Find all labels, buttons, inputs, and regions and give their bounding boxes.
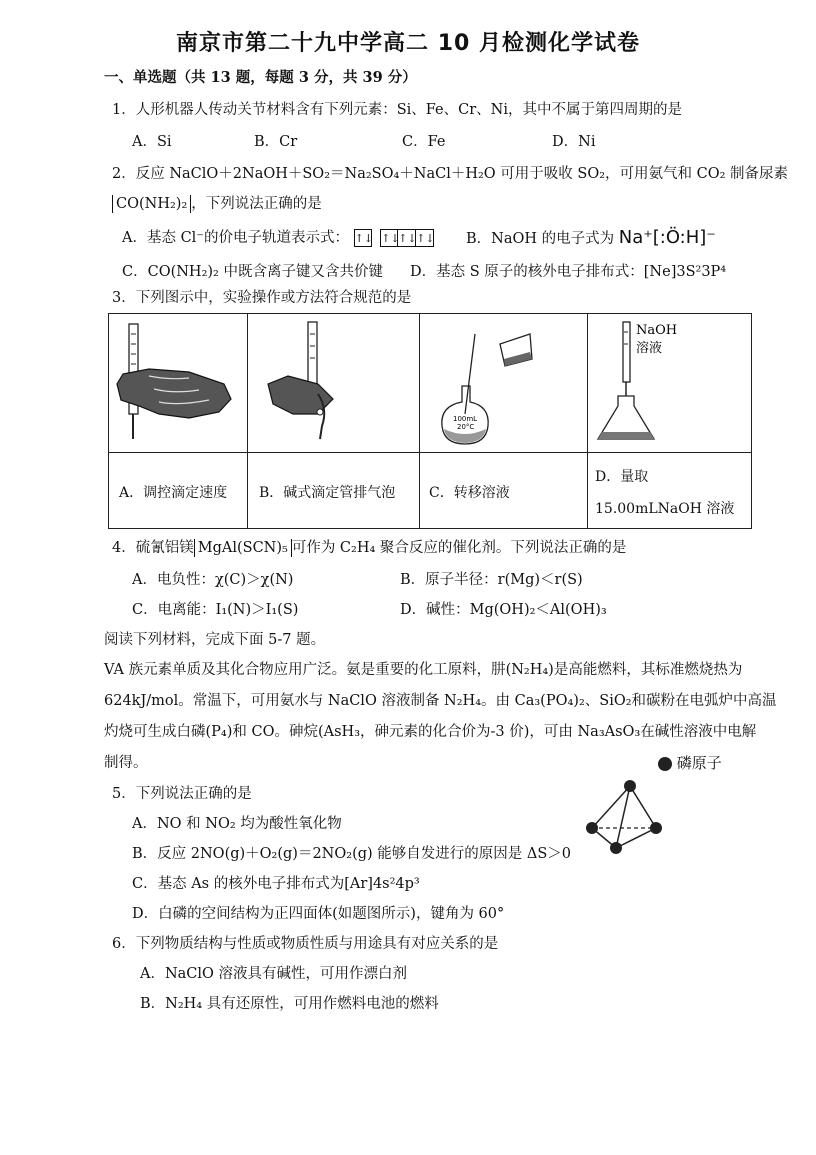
reading-line-3: 灼烧可生成白磷(P₄)和 CO。砷烷(AsH₃，砷元素的化合价为-3 价)，可由 Na₃AsO₃在碱性溶液中电解 <box>104 724 757 740</box>
q1-option-b: B．Cr <box>254 134 298 150</box>
page-title: 南京市第二十九中学高二 10 月检测化学试卷 <box>176 31 640 56</box>
catalyst-formula: MgAl(SCN)₅ <box>194 539 292 557</box>
orbital-3p-1: ↑↓ <box>380 229 398 247</box>
q2-option-c: C．CO(NH₂)₂ 中既含离子键又含共价键 <box>122 264 383 280</box>
urea-formula: CO(NH₂)₂ <box>112 195 191 213</box>
question-4-stem <box>112 538 626 558</box>
transfer-solution-illustration <box>420 314 587 452</box>
phosphorus-atom-icon <box>658 757 672 771</box>
reading-line-4: 制得。 <box>104 755 148 771</box>
burette-bubble-illustration <box>248 314 418 452</box>
question-2-stem-line2 <box>112 194 322 214</box>
q4-option-c: C．电离能：I₁(N)＞I₁(S) <box>132 602 299 618</box>
reading-line-2: 624kJ/mol。常温下，可用氨水与 NaClO 溶液制备 N₂H₄。由 Ca₃(PO₄)₂、SiO₂和碳粉在电弧炉中高温 <box>104 693 777 709</box>
q2-option-a <box>122 228 438 248</box>
q2-option-a-text: A．基态 Cl⁻的价电子轨道表示式： <box>122 230 349 246</box>
q3-option-c: C．转移溶液 <box>429 485 510 501</box>
question-2-stem: 2．反应 NaClO＋2NaOH＋SO₂＝Na₂SO₄＋NaCl＋H₂O 可用于吸收 SO₂，可用氨气和 CO₂ 制备尿素 <box>112 166 789 182</box>
q5-option-c: C．基态 As 的核外电子排布式为[Ar]4s²4p³ <box>132 876 420 892</box>
q6-option-b: B．N₂H₄ 具有还原性，可用作燃料电池的燃料 <box>140 996 439 1012</box>
question-6-stem: 6．下列物质结构与性质或物质性质与用途具有对应关系的是 <box>112 936 499 952</box>
orbital-3p-box <box>380 228 434 248</box>
q4-option-b: B．原子半径：r(Mg)＜r(S) <box>400 572 583 588</box>
q6-option-a: A．NaClO 溶液具有碱性，可用作漂白剂 <box>140 966 408 982</box>
section-heading: 一、单选题（共 13 题，每题 3 分，共 39 分） <box>104 69 417 86</box>
flask-volume-label: 100mL <box>453 415 478 423</box>
orbital-3p-3: ↑↓ <box>416 229 434 247</box>
orbital-3s: ↑↓ <box>354 229 372 247</box>
experiment-figure-table <box>108 313 752 529</box>
q2-option-d: D．基态 S 原子的核外电子排布式：[Ne]3S²3P⁴ <box>410 264 727 280</box>
q4-option-d: D．碱性：Mg(OH)₂＜Al(OH)₃ <box>400 602 607 618</box>
phosphorus-legend-label: 磷原子 <box>676 754 722 772</box>
titration-speed-illustration <box>109 314 247 452</box>
solution-label: 溶液 <box>636 341 663 356</box>
question-1-stem: 1．人形机器人传动关节材料含有下列元素：Si、Fe、Cr、Ni，其中不属于第四周期的是 <box>112 102 682 118</box>
reading-intro: 阅读下列材料，完成下面 5-7 题。 <box>104 632 326 648</box>
q2-option-b <box>466 228 716 249</box>
reading-line-1: VA 族元素单质及其化合物应用广泛。氨是重要的化工原料，肼(N₂H₄)是高能燃料，其标准燃烧热为 <box>104 662 743 678</box>
question-5-stem: 5．下列说法正确的是 <box>112 786 252 802</box>
naoh-measure-illustration <box>588 314 752 452</box>
q1-option-d: D．Ni <box>552 134 596 150</box>
white-phosphorus-tetrahedron <box>578 776 668 856</box>
orbital-3p-2: ↑↓ <box>398 229 416 247</box>
naoh-label: NaOH <box>636 323 678 338</box>
q5-option-d: D．白磷的空间结构为正四面体(如题图所示)，键角为 60° <box>132 906 505 922</box>
phosphorus-legend <box>658 753 722 773</box>
question-2-stem-rest: ，下列说法正确的是 <box>191 196 322 212</box>
question-4-stem-post: 可作为 C₂H₄ 聚合反应的催化剂。下列说法正确的是 <box>291 540 627 556</box>
q3-option-d-line1: D．量取 <box>595 469 649 485</box>
q1-option-c: C．Fe <box>402 134 446 150</box>
question-4-stem-pre: 4．硫氰铝镁 <box>112 540 194 556</box>
q3-option-a: A．调控滴定速度 <box>119 485 228 501</box>
question-3-stem: 3．下列图示中，实验操作或方法符合规范的是 <box>112 290 412 306</box>
naoh-lewis-structure: Na⁺[:Ö:H]⁻ <box>618 227 716 248</box>
orbital-3s-box <box>354 228 372 248</box>
flask-temperature-label: 20°C <box>457 423 475 431</box>
q3-option-b: B．碱式滴定管排气泡 <box>259 485 396 501</box>
q1-option-a: A．Si <box>132 134 172 150</box>
q4-option-a: A．电负性：χ(C)＞χ(N) <box>132 572 294 588</box>
q5-option-a: A．NO 和 NO₂ 均为酸性氧化物 <box>132 816 342 832</box>
q5-option-b: B．反应 2NO(g)＋O₂(g)＝2NO₂(g) 能够自发进行的原因是 ΔS＞0 <box>132 846 572 862</box>
q2-option-b-text: B．NaOH 的电子式为 <box>466 231 615 247</box>
q3-option-d-line2: 15.00mLNaOH 溶液 <box>595 501 735 517</box>
